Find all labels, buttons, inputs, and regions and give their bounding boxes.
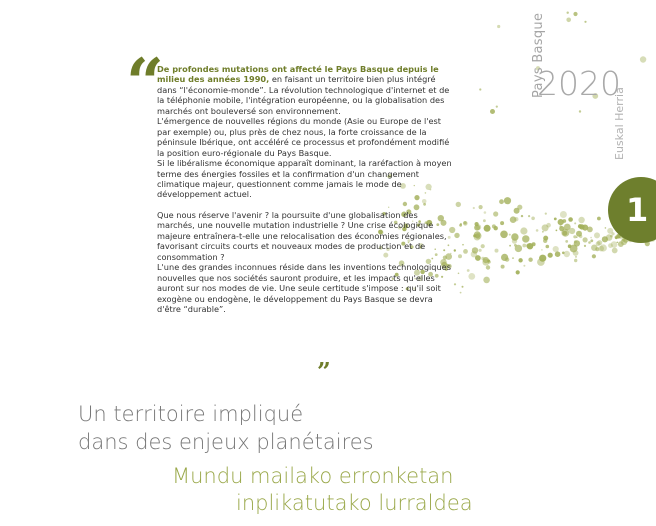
decorative-dot: [548, 253, 553, 258]
decorative-dot: [515, 245, 522, 252]
decorative-dot: [536, 229, 539, 232]
decorative-dot: [481, 244, 485, 248]
decorative-dot: [500, 221, 504, 225]
decorative-dot: [497, 25, 500, 28]
decorative-dot: [597, 217, 601, 221]
decorative-dot: [579, 110, 581, 112]
decorative-dot: [539, 255, 546, 262]
decorative-dot: [479, 249, 482, 252]
decorative-dot: [493, 211, 498, 216]
decorative-dot: [471, 251, 477, 257]
paragraph-5: L'une des grandes inconnues réside dans les inventions technologiques nouvelles que nos sociétés sauront produire, et les impacts qu'elles auront sur nos modes de vie. Une seule certitude s'impose : qu'il soit exogène ou endogène, le développement du Pays Basque se devra d'être “durable”.: [157, 262, 451, 314]
decorative-dot: [584, 21, 586, 23]
decorative-dot: [496, 106, 498, 108]
decorative-dot: [618, 241, 624, 247]
decorative-dot: [484, 225, 491, 232]
decorative-dot: [500, 231, 508, 239]
decorative-dot: [494, 226, 498, 230]
decorative-dot: [553, 246, 559, 252]
decorative-dot: [483, 277, 490, 284]
decorative-dot: [473, 207, 475, 209]
paragraph-1: [157, 64, 457, 116]
decorative-dot: [590, 239, 593, 242]
paragraph-2: L'émergence de nouvelles régions du monde (Asie ou Europe de l'est par exemple) ou, plus près de chez nous, la forte croissance de la péninsule Ibérique, ont accéléré ce processus et profondément modifié la position euro-régionale du Pays Basque.: [157, 116, 450, 158]
decorative-dot: [486, 265, 490, 269]
decorative-dot: [565, 240, 568, 243]
decorative-dot: [574, 222, 576, 224]
decorative-dot: [514, 208, 520, 214]
decorative-dot: [564, 251, 570, 257]
paragraph-3: Si le libéralisme économique apparaît dominant, la raréfaction à moyen terme des énergies fossiles et la confirmation d'un changement climatique majeur, questionnent comme jamais le mode de développement actuel.: [157, 158, 452, 200]
decorative-dot: [481, 257, 484, 260]
decorative-dot: [479, 88, 481, 90]
decorative-dot: [542, 224, 549, 231]
decorative-dot: [483, 219, 486, 222]
decorative-dot: [460, 292, 462, 294]
decorative-dot: [574, 240, 577, 243]
decorative-dot: [499, 199, 504, 204]
decorative-dot: [490, 109, 495, 114]
decorative-dot: [556, 230, 558, 232]
paragraph-1-rest: en faisant un territoire bien plus intégré dans “l'économie-monde”. La révolution technologique d'internet et de la téléphonie mobile, l'intégration européenne, ou la globalisation des marchés ont bouleversé son environnement.: [157, 74, 450, 116]
decorative-dot: [511, 233, 518, 240]
decorative-dot: [527, 243, 533, 249]
decorative-dot: [605, 227, 607, 229]
decorative-dot: [501, 265, 505, 269]
decorative-dot: [578, 217, 584, 223]
decorative-dot: [555, 251, 561, 257]
decorative-dot: [559, 226, 564, 231]
decorative-dot: [576, 237, 577, 238]
decorative-dot: [509, 234, 511, 236]
title-fr-line-1: Un territoire impliqué: [78, 402, 304, 426]
decorative-dot: [520, 227, 527, 234]
decorative-dot: [468, 273, 475, 280]
decorative-dot: [509, 245, 511, 247]
decorative-dot: [570, 245, 578, 253]
decorative-dot: [583, 237, 588, 242]
decorative-dot: [458, 273, 460, 275]
decorative-dot: [590, 237, 592, 239]
decorative-dot: [606, 234, 613, 241]
decorative-dot: [462, 244, 464, 246]
year-label: 2020: [537, 64, 621, 103]
region-label-eu: Euskal Herria: [613, 87, 626, 160]
decorative-dot: [479, 205, 483, 209]
decorative-dot: [594, 232, 600, 238]
region-label-fr: Pays Basque: [531, 12, 546, 98]
chapter-number: 1: [626, 191, 649, 229]
decorative-dot: [484, 211, 487, 214]
decorative-dot: [528, 258, 532, 262]
decorative-dot: [495, 249, 499, 253]
decorative-dot: [615, 237, 617, 239]
decorative-dot: [543, 239, 547, 243]
decorative-dot: [516, 270, 520, 274]
decorative-dot: [573, 12, 577, 16]
decorative-dot: [592, 254, 596, 258]
opening-quote-mark: “: [126, 44, 160, 122]
closing-quote-mark: ”: [317, 357, 329, 386]
decorative-dot: [591, 245, 597, 251]
decorative-dot: [518, 258, 522, 262]
decorative-dot: [588, 241, 591, 244]
lead-sentence: De profondes mutations ont affecté le Pays Basque depuis le milieu des années 1990,: [157, 64, 439, 85]
decorative-dot: [564, 224, 571, 231]
decorative-dot: [462, 286, 464, 288]
decorative-dot: [567, 12, 569, 14]
decorative-dot: [579, 235, 582, 238]
decorative-dot: [463, 221, 466, 224]
decorative-dot: [617, 242, 618, 243]
decorative-dot: [612, 248, 618, 254]
decorative-dot: [575, 256, 577, 258]
decorative-dot: [546, 245, 550, 249]
decorative-dot: [512, 257, 514, 259]
decorative-dot: [562, 231, 567, 236]
decorative-dot: [522, 244, 526, 248]
decorative-dot: [640, 56, 646, 62]
decorative-dot: [463, 249, 468, 254]
decorative-dot: [597, 240, 602, 245]
decorative-dot: [578, 224, 582, 228]
decorative-dot: [562, 219, 566, 223]
paragraph-4: Que nous réserve l'avenir ? la poursuite d'une globalisation des marchés, une nouvelle mutation industrielle ? Une crise écologique majeure entraînera-t-elle une relocalisation des économies régionales, favorisant circuits courts et nouveaux modes de production et de consommation ?: [157, 209, 447, 262]
decorative-dot: [531, 217, 535, 221]
decorative-dot: [473, 234, 476, 237]
decorative-dot: [568, 217, 573, 222]
decorative-dot: [459, 224, 462, 227]
decorative-dot: [523, 265, 525, 267]
decorative-dot: [521, 215, 523, 217]
decorative-dot: [541, 249, 543, 251]
title-eu-line-2: inplikatutako lurraldea: [236, 491, 473, 515]
decorative-dot: [600, 244, 607, 251]
decorative-dot: [587, 227, 593, 233]
decorative-dot: [505, 257, 509, 261]
decorative-dot: [566, 18, 571, 23]
decorative-dot: [584, 245, 586, 247]
title-eu-line-1: Mundu mailako erronketan: [172, 464, 454, 488]
decorative-dot: [528, 215, 530, 217]
intro-text: [157, 64, 457, 314]
decorative-dot: [458, 254, 462, 258]
decorative-dot: [560, 211, 567, 218]
decorative-dot: [573, 235, 576, 238]
title-fr-line-2: dans des enjeux planétaires: [78, 430, 374, 454]
decorative-dot: [510, 216, 517, 223]
decorative-dot: [545, 213, 547, 215]
decorative-dot: [475, 222, 479, 226]
decorative-dot: [542, 231, 544, 233]
decorative-dot: [608, 243, 613, 248]
decorative-dot: [467, 269, 470, 272]
decorative-dot: [504, 197, 511, 204]
decorative-dot: [574, 259, 577, 262]
decorative-dot: [522, 235, 529, 242]
decorative-dot: [554, 218, 557, 221]
